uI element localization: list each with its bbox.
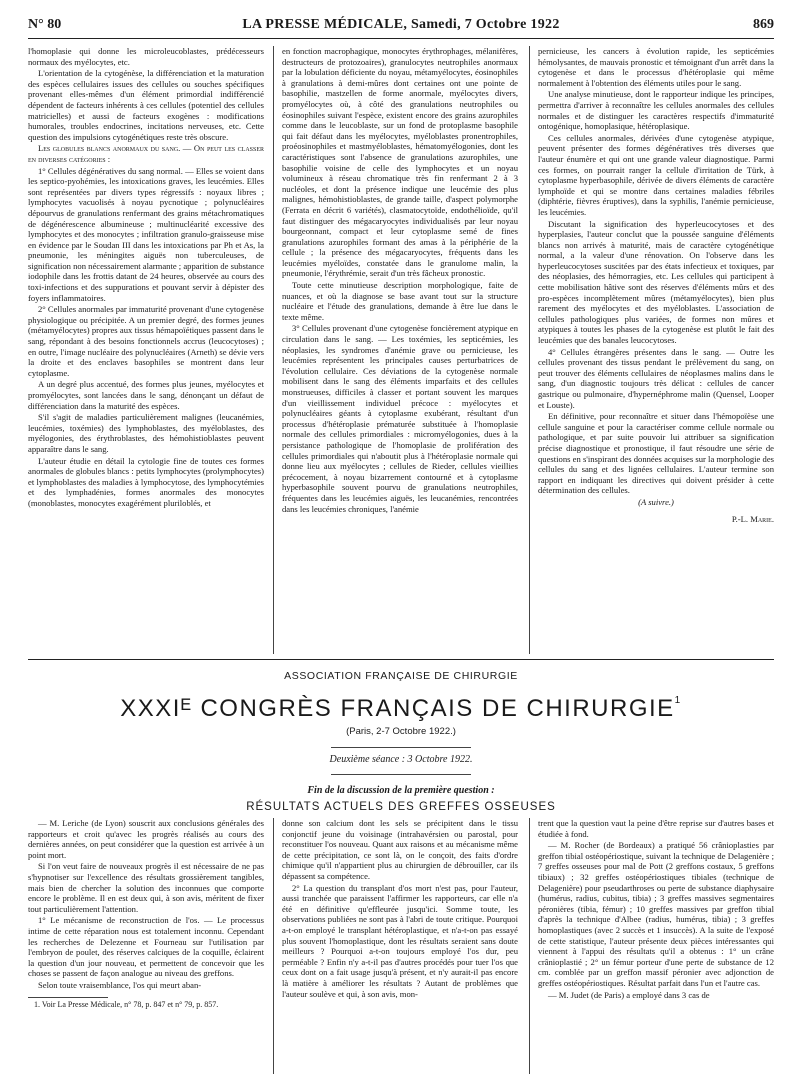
paragraph: 1° Le mécanisme de reconstruction de l'os. — Le processus intime de cette réparation nous est totalement inconnu. Cependant les recherches de Delezenne et Fourneau sur l'utilisation par l'embryon de poulet, des réserves calciques de la coquille, éclairent la question d'un jour nouveau, et permettent de concevoir que les choses se passent de façon analogue au niveau des greffons. xyxy=(28,915,264,979)
paragraph: S'il s'agit de maladies particulièrement malignes (leucanémies, leucémies, toxémies) des lymphoblastes, des myéloblastes, des myélogonies, des érythroblastes, des hémohistioblastes peuvent apparaître dans le sang. xyxy=(28,412,264,454)
column-divider xyxy=(529,46,530,654)
top-columns xyxy=(28,46,774,656)
paragraph: A un degré plus accentué, des formes plus jeunes, myélocytes et promyélocytes, sont lancées dans le sang, dénonçant un défaut de différenciation dans la maturité des espèces. xyxy=(28,379,264,411)
paragraph: — M. Rocher (de Bordeaux) a pratiqué 56 crânioplasties par greffon tibial ostéopériostique, suivant la technique de Delagenière ; 7 greffes osseuses pour mal de Pott (2 greffons costaux, 5 greffons tibiaux) ; 32 greffes ostéopériostiques tibiales (technique de Delagenière) pour pseudarthroses ou perte de substance diaphysaire (humérus, radius, cubitus, tibia) ; 3 greffes massives segmentaires péronières (tibia, fémur) ; 10 greffes massives par greffon tibial d'après la technique d'Albee (radius, humérus, tibia) ; 3 greffes homoplastiques (avec 2 succès et 1 insuccès). A la suite de l'exposé de cette statistique, l'auteur présente deux pièces intéressantes qui viennent à l'appui des résultats qu'il a obtenus : 1° un crâne crânioplastié ; 2° un fémur porteur d'une perte de substance de 12 cm. comblée par un greffon massif péronier avec adjonction de greffes ostéopériostiques. Résultat parfait dans l'un et l'autre cas. xyxy=(538,840,774,988)
short-divider xyxy=(331,747,471,748)
paragraph: L'auteur étudie en détail la cytologie fine de toutes ces formes anormales de globules blancs : petits lymphocytes (prolymphocytes) et lymphoblastes des maladies à lymphocytose, des lymphocytémies et des lymphadénies, formes anormales des monocytes (monoblastes, monocytes exagérément pluriloblés, et xyxy=(28,455,264,508)
issue-number: N° 80 xyxy=(28,17,62,32)
paragraph: Toute cette minutieuse description morphologique, faite de nuances, et où la diagnose se base avant tout sur la structure nucléaire et l'étude des granulations, demande à être lue dans le texte même. xyxy=(282,280,518,322)
session-line: Deuxième séance : 3 Octobre 1922. xyxy=(329,754,473,765)
results-title: RÉSULTATS ACTUELS DES GREFFES OSSEUSES xyxy=(246,801,556,813)
column-3 xyxy=(538,46,774,656)
paragraph: 4° Cellules étrangères présentes dans le sang. — Outre les cellules provenant des tissus pendant le prélèvement du sang, on peut trouver des éléments cellulaires de néoplasmes malins dans le sang, d'un diagnostic toujours très délicat : cellules de cancer gastrique ou pulmonaire, d'hypernéphrome malin (Quensel, Looper et Louste). xyxy=(538,346,774,410)
page-number: 869 xyxy=(753,17,774,32)
short-divider xyxy=(331,774,471,775)
footnote-marker: 1 xyxy=(674,695,682,706)
paragraph: en fonction macrophagique, monocytes érythrophages, mélanifères, destructeurs de protozoaires), granulocytes neutrophiles anormaux par la lobulation déficiente du noyau, métamyélocytes, éosinophiles à granulations à demi-mûres dont certaines ont une pointe de basophilie, mastzellen de forme anormale, myélocytes divers, promyélocytes où, à côté des granulations neutrophiles ou éosinophiles suivant l'espèce, existent encore des grains azurophiles comme dans le leucoblaste, sur un fond de protoplasme basophile qui fait défaut dans les myélocytes, myéloblastes pronentrophiles, proéosinophiles et mastmyéloblastes, hématomyélogonies, dont les caractéristiques sont l'absence de granulations azurophiles, une basophilie voisine de celle des lymphocytes et un noyau volumineux à réseau chromatique très fin renfermant 2 à 3 nucléoles, et dont la présence indique une leucémie des plus malignes, hémohistioblastes, de grande taille, d'aspect polymorphe (Ferrata en décrit 6 variétés), clasmatocytoïde, endothélioïde, qu'il faut distinguer des mégacaryocytes individualisés par leur noyau bourgeonnant, compact et leur cytoplasme semé de fines granulations azurophiles formant des amas à la périphérie de la cellule ; la présence des mégacaryocytes, fréquents dans les leucémies myéloïdes, constatée dans le granulome malin, la pneumonie, l'érythrémie, serait d'un très fâcheux pronostic. xyxy=(282,46,518,279)
footnote: 1. Voir La Presse Médicale, n° 78, p. 847 et n° 79, p. 857. xyxy=(34,999,219,1009)
congress-title-text: XXXIᴱ CONGRÈS FRANÇAIS DE CHIRURGIE xyxy=(120,695,675,722)
paragraph: l'homoplasie qui donne les microleucoblastes, prédécesseurs normaux des myélocytes, etc. xyxy=(28,46,264,67)
paragraph: 1° Cellules dégénératives du sang normal. — Elles se voient dans les septico-pyohémies, les intoxications graves, les leucémies. Elles sont représentées par divers types régressifs : noyaux libres ; lymphocytes vacuolisés à noyau pycnotique ; polynucléaires dépourvus de granulations renfermant des grains métachromatiques de dégénérescence albumineuse ; multinucléarité excessive des lymphocytes et des monocytes ; infiltration granulo-graisseuse mise en évidence par le Soudan III dans les intoxications par Ph et As, la pneumonie, les méningites aiguës non tuberculeuses, de signification non nécessairement alarmante ; apparition de substance iodophile dans les frottis datant de 24 heures, observée au cours des toxi-infections et des suppurations et pouvant servir à dépister des foyers inflammatoires. xyxy=(28,165,264,303)
paragraph: pernicieuse, les cancers à évolution rapide, les septicémies hémolysantes, de mauvais pronostic et témoignant d'un arrêt dans la cytogenèse et dans le processus d'hétéroplasie qui même normalement à l'obtention des éléments utiles pour le sang. xyxy=(538,46,774,88)
paragraph: — M. Judet (de Paris) a employé dans 3 cas de xyxy=(548,989,710,1000)
congress-title xyxy=(28,695,774,723)
author-signature: P.-L. Marie. xyxy=(731,513,774,524)
journal-title: LA PRESSE MÉDICALE, Samedi, 7 Octobre 1922 xyxy=(242,17,560,32)
paragraph: Une analyse minutieuse, dont le rapporteur indique les principes, permettra d'arriver à reconnaître les cellules anormales des cellules normales et de distinguer les caractères respectifs d'immaturité ontogénique, homoplasique, hétéroplasique. xyxy=(538,89,774,132)
paragraph: trent que la question vaut la peine d'être reprise sur d'autres bases et étudiée à fond. xyxy=(538,818,774,839)
paragraph: Discutant la signification des hyperleucocytoses et des hyperplasies, l'auteur conclut que la poussée sanguine d'éléments blancs non arrivés à maturité, mais de caractère cytogénétique normal, a la valeur d'une rénovation. On l'observe dans les hyperleucocytoses suscitées par des états infectieux et toxiques, par des néoplasies, des hémorragies, etc. Les cellules qui participent à cette mobilisation hâtive sont des réserves d'éléments mûrs et des pro-espèces incomplètement mûres (métamyélocytes), bien plus rarement des myélocytes et des myéloblastes. L'association de cellules pathologiques plus variées, de formes non mûres et atypiques à toutes les phases de la cytogenèse est plutôt le fait des leucémies que des banales leucocytoses. xyxy=(538,218,774,346)
paragraph: Ces cellules anormales, dérivées d'une cytogenèse atypique, peuvent présenter des formes dégénératives très diverses que l'auteur énumère et qui ont une grande valeur diagnostique. Parmi ces formes, on pourrait ranger la cellule d'irritation de Türk, à cytoplasme hyperbasophile, dérivée de divers éléments de caractère lymphoïde et qui se montre dans certaines maladies fébriles (diphtérie, fièvres éruptives), dans la syphilis, l'anémie pernicieuse, les leucémies. xyxy=(538,132,774,217)
column-2 xyxy=(282,818,518,1076)
section-divider xyxy=(28,659,774,660)
discussion-line: Fin de la discussion de la première question : xyxy=(307,785,495,796)
column-1 xyxy=(28,46,264,656)
paragraph: Selon toute vraisemblance, l'os qui meurt aban- xyxy=(38,979,202,990)
paragraph: 3° Cellules provenant d'une cytogenèse foncièrement atypique en circulation dans le sang. — Les toxémies, les septicémies, les néoplasies, les syndromes d'anémie grave ou pernicieuse, les leucémies représentent les principales causes perturbatrices de l'évolution cellulaire. Ces déviations de la cytogenèse normale mobilisent dans le sang des éléments imparfaits et des cellules monstrueuses, difficiles à classer et portant souvent les marques d'un vieillissement individuel précoce : myélocytes et polynucléaires géants à cytoplasme exubérant, résultant d'un processus d'hétéroplasie prématurée substituée à l'homoplasie normale des cellules primordiales : micromyélogonies, dues à la persistance pathologique de l'homoplasie de prolifération des cellules primordiales qui n'aboutit plus à l'hétéroplasie normale qui donne lieu aux myélocytes ; cellules de Rieder, cellules vieillies précocement, à noyau bizarrement contourné et à cytoplasme hyperbasophile souvent pourvu de granulations neutrophiles, fréquentes dans les leucémies aiguës, les leucanémies, rencontrées dans les leucémies chroniques, l'anémie xyxy=(282,323,518,514)
paragraph: En définitive, pour reconnaître et situer dans l'hémopoïèse une cellule sanguine et pour la caractériser comme cellule normale ou pathologique, et par suite pouvoir lui attribuer sa signification précise diagnostique et pronostique, il faut résoudre une série de questions en s'inspirant des données acquises sur la morphologie des cellules du sang et des lignées cellulaires. L'auteur termine son rapport en indiquant les directives qui doivent présider à cette détermination des cellules. xyxy=(538,411,774,496)
association-heading: ASSOCIATION FRANÇAISE DE CHIRURGIE xyxy=(284,670,518,682)
column-divider xyxy=(273,46,274,654)
paragraph: L'orientation de la cytogénèse, la différenciation et la maturation des espèces cellulaires issues des cellules ou souches spécifiques provenant elles-mêmes d'un élément primordial indifférencié dépendent de facteurs inhérents à ces cellules (potentiel des cellules matricielles) et aussi de facteurs exogènes : modifications humorales, troubles endocrines, incitations nerveuses, etc. Cette question des impulsions cytogénétiques reste très obscure. xyxy=(28,68,264,142)
bottom-columns xyxy=(28,818,774,1076)
paragraph: 2° Cellules anormales par immaturité provenant d'une cytogenèse physiologique ou précipitée. A un premier degré, des formes jeunes (métamyélocytes) propres aux tissus hémapoïétiques passent dans le sang, répondant à des besoins fonctionnels accrus (leucocytoses) ; en outre, l'image nucléaire des polynucléaires (Arneth) se dévie vers la droite et des enclaves basophiles se montrent dans leur cytoplasme. xyxy=(28,304,264,378)
column-2 xyxy=(282,46,518,656)
column-divider xyxy=(529,818,530,1074)
paragraph: 2° La question du transplant d'os mort n'est pas, pour l'auteur, aussi tranchée que paraissent l'affirmer les rapporteurs, car elle n'a été en définitive qu'effleurée jusqu'ici. Somme toute, les observations publiées ne sont pas à l'abri de toute critique. Pourquoi a-t-on employé le transplant hétéroplastique, et n'a-t-on pas essayé plus souvent l'homoplastique, dont les résultats seraient sans doute meilleurs ? Pourquoi a-t-on toujours employé l'os dur, peu perméable ? Enfin n'y a-t-il pas d'autres procédés pour tuer l'os que ceux dont on a fait usage jusqu'à présent, et n'y aurait-il pas encore là matière à améliorer les résultats ? Autant de problèmes que l'auteur soulève et qui, à son avis, mon- xyxy=(282,882,518,999)
column-divider xyxy=(273,818,274,1074)
column-1 xyxy=(28,818,264,1076)
column-3 xyxy=(538,818,774,1076)
paragraph: Si l'on veut faire de nouveaux progrès il est nécessaire de ne pas s'hypnotiser sur l'excellence des résultats grossièrement tangibles, mais bien de chercher la solution des inconnues que comporte encore le problème. Il en est deux qui, à son avis, méritent de fixer tout particulièrement l'attention. xyxy=(28,861,264,914)
to-be-continued: (A suivre.) xyxy=(638,496,674,507)
section-heading: Les globules blancs anormaux du sang. — On peut les classer en diverses catégories : xyxy=(28,143,264,164)
paragraph: donne son calcium dont les sels se précipitent dans le tissu conjonctif jeune du voisinage (intrahavérsien ou parostal, pour reconstituer l'os nouveau. Quant aux raisons et au mécanisme même de cette précipitation, ce sont là, on le conçoit, des faits d'ordre chimique qu'il n'appartient plus au chirurgien de débrouiller, car ils dépassent sa compétence. xyxy=(282,818,518,881)
congress-dates: (Paris, 2-7 Octobre 1922.) xyxy=(346,726,456,737)
page-header xyxy=(28,14,774,39)
newspaper-page xyxy=(28,14,774,1076)
paragraph: — M. Leriche (de Lyon) souscrit aux conclusions générales des rapporteurs et croit qu'avec les progrès réalisés au cours des dernières années, on peut considérer que la question est arrivée à un point mort. xyxy=(28,818,264,860)
